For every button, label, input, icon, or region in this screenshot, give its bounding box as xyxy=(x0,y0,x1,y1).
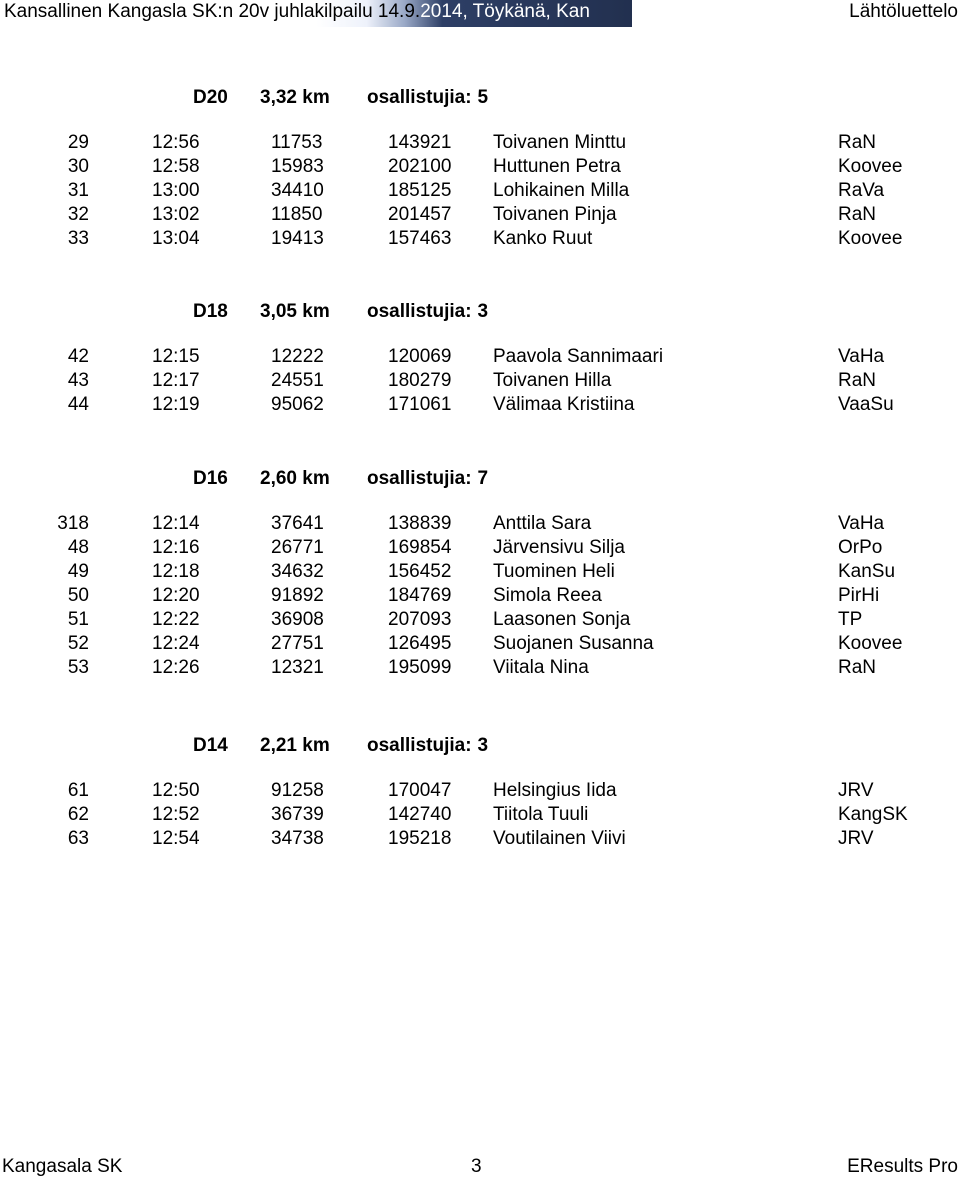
club-name: KanSu xyxy=(838,561,896,582)
competitor-list xyxy=(0,779,960,851)
competitor-name: Voutilainen Viivi xyxy=(493,828,626,849)
club-name: OrPo xyxy=(838,537,883,558)
participants-count: 3 xyxy=(477,735,489,756)
competitor-row xyxy=(0,345,960,369)
participants-summary xyxy=(367,86,488,110)
competitor-row xyxy=(0,803,960,827)
competitor-row xyxy=(0,584,960,608)
emit-number: 36739 xyxy=(271,804,324,825)
competitor-name: Toivanen Pinja xyxy=(493,204,617,225)
competitor-row xyxy=(0,560,960,584)
club-name: RaN xyxy=(838,657,877,678)
emit-number: 34632 xyxy=(271,561,324,582)
club-name: JRV xyxy=(838,780,874,801)
emit-number: 19413 xyxy=(271,228,324,249)
competitor-row xyxy=(0,632,960,656)
emit-number: 24551 xyxy=(271,370,324,391)
competitor-list xyxy=(0,512,960,680)
class-header xyxy=(0,734,960,758)
bib-number: 318 xyxy=(57,513,89,534)
footer-software: EResults Pro xyxy=(847,1156,958,1177)
bib-number: 32 xyxy=(67,204,89,225)
club-name: Koovee xyxy=(838,228,903,249)
competitor-row xyxy=(0,131,960,155)
class-name: D20 xyxy=(193,87,228,108)
club-name: Koovee xyxy=(838,633,903,654)
competitor-name: Toivanen Hilla xyxy=(493,370,612,391)
emit-number: 34738 xyxy=(271,828,324,849)
bib-number: 42 xyxy=(67,346,89,367)
bib-number: 33 xyxy=(67,228,89,249)
competitor-row xyxy=(0,227,960,251)
start-time: 13:02 xyxy=(152,204,200,225)
license-number: 142740 xyxy=(388,804,452,825)
emit-number: 36908 xyxy=(271,609,324,630)
start-time: 13:00 xyxy=(152,180,200,201)
club-name: VaHa xyxy=(838,513,885,534)
competitor-row xyxy=(0,179,960,203)
competitor-name: Toivanen Minttu xyxy=(493,132,627,153)
emit-number: 95062 xyxy=(271,394,324,415)
class-distance: 2,60 km xyxy=(260,468,330,489)
participants-summary xyxy=(367,300,488,324)
competitor-row xyxy=(0,203,960,227)
participants-count: 7 xyxy=(477,468,489,489)
competitor-name: Anttila Sara xyxy=(493,513,592,534)
license-number: 202100 xyxy=(388,156,452,177)
emit-number: 34410 xyxy=(271,180,324,201)
bib-number: 63 xyxy=(67,828,89,849)
license-number: 120069 xyxy=(388,346,452,367)
emit-number: 11850 xyxy=(271,204,323,225)
footer-organizer: Kangasala SK xyxy=(2,1156,123,1177)
participants-summary xyxy=(367,734,488,758)
club-name: KangSK xyxy=(838,804,908,825)
club-name: RaVa xyxy=(838,180,885,201)
license-number: 185125 xyxy=(388,180,452,201)
class-header xyxy=(0,86,960,110)
license-number: 169854 xyxy=(388,537,452,558)
participants-count: 5 xyxy=(477,87,489,108)
competitor-row xyxy=(0,369,960,393)
start-time: 12:20 xyxy=(152,585,200,606)
class-name: D16 xyxy=(193,468,228,489)
license-number: 138839 xyxy=(388,513,452,534)
competitor-name: Laasonen Sonja xyxy=(493,609,631,630)
bib-number: 29 xyxy=(67,132,89,153)
competitor-list xyxy=(0,131,960,251)
competitor-name: Viitala Nina xyxy=(493,657,589,678)
class-distance: 3,05 km xyxy=(260,301,330,322)
event-title-dark: 2014, Töykänä, Kan xyxy=(420,1,590,22)
class-distance: 3,32 km xyxy=(260,87,330,108)
competitor-name: Välimaa Kristiina xyxy=(493,394,635,415)
emit-number: 91258 xyxy=(271,780,324,801)
club-name: RaN xyxy=(838,132,877,153)
club-name: RaN xyxy=(838,370,877,391)
class-name: D18 xyxy=(193,301,228,322)
competitor-name: Lohikainen Milla xyxy=(493,180,630,201)
competitor-row xyxy=(0,656,960,680)
competitor-name: Suojanen Susanna xyxy=(493,633,654,654)
start-time: 13:04 xyxy=(152,228,200,249)
bib-number: 53 xyxy=(67,657,89,678)
license-number: 126495 xyxy=(388,633,452,654)
license-number: 171061 xyxy=(388,394,452,415)
license-number: 184769 xyxy=(388,585,452,606)
emit-number: 15983 xyxy=(271,156,324,177)
bib-number: 62 xyxy=(67,804,89,825)
class-name: D14 xyxy=(193,735,228,756)
competitor-name: Kanko Ruut xyxy=(493,228,593,249)
start-time: 12:18 xyxy=(152,561,200,582)
participants-summary xyxy=(367,467,488,491)
bib-number: 51 xyxy=(67,609,89,630)
license-number: 195099 xyxy=(388,657,452,678)
emit-number: 11753 xyxy=(271,132,323,153)
start-time: 12:24 xyxy=(152,633,200,654)
competitor-name: Helsingius Iida xyxy=(493,780,617,801)
license-number: 156452 xyxy=(388,561,452,582)
competitor-row xyxy=(0,608,960,632)
competitor-row xyxy=(0,779,960,803)
class-header xyxy=(0,467,960,491)
license-number: 143921 xyxy=(388,132,452,153)
participants-label: osallistujia: xyxy=(367,87,472,108)
competitor-row xyxy=(0,393,960,417)
class-header xyxy=(0,300,960,324)
bib-number: 49 xyxy=(67,561,89,582)
emit-number: 12321 xyxy=(271,657,324,678)
participants-label: osallistujia: xyxy=(367,735,472,756)
bib-number: 61 xyxy=(67,780,89,801)
competitor-list xyxy=(0,345,960,417)
event-title-light: Kansallinen Kangasla SK:n 20v juhlakilpailu 14.9. xyxy=(4,1,421,22)
club-name: RaN xyxy=(838,204,877,225)
emit-number: 37641 xyxy=(271,513,324,534)
page-header xyxy=(0,0,960,28)
club-name: Koovee xyxy=(838,156,903,177)
start-time: 12:54 xyxy=(152,828,200,849)
start-time: 12:50 xyxy=(152,780,200,801)
start-time: 12:15 xyxy=(152,346,200,367)
bib-number: 31 xyxy=(67,180,89,201)
club-name: VaaSu xyxy=(838,394,894,415)
start-time: 12:14 xyxy=(152,513,200,534)
page-footer xyxy=(0,1155,960,1181)
participants-label: osallistujia: xyxy=(367,468,472,489)
competitor-name: Huttunen Petra xyxy=(493,156,621,177)
start-time: 12:52 xyxy=(152,804,200,825)
participants-label: osallistujia: xyxy=(367,301,472,322)
license-number: 180279 xyxy=(388,370,452,391)
bib-number: 43 xyxy=(67,370,89,391)
start-time: 12:19 xyxy=(152,394,200,415)
emit-number: 27751 xyxy=(271,633,324,654)
event-title xyxy=(4,0,590,24)
competitor-name: Tiitola Tuuli xyxy=(493,804,589,825)
start-time: 12:16 xyxy=(152,537,200,558)
competitor-name: Järvensivu Silja xyxy=(493,537,625,558)
competitor-name: Simola Reea xyxy=(493,585,602,606)
class-distance: 2,21 km xyxy=(260,735,330,756)
competitor-row xyxy=(0,512,960,536)
emit-number: 12222 xyxy=(271,346,324,367)
start-time: 12:22 xyxy=(152,609,200,630)
competitor-row xyxy=(0,536,960,560)
license-number: 157463 xyxy=(388,228,452,249)
footer-page-number: 3 xyxy=(471,1156,482,1177)
license-number: 195218 xyxy=(388,828,452,849)
start-time: 12:17 xyxy=(152,370,200,391)
bib-number: 44 xyxy=(67,394,89,415)
competitor-row xyxy=(0,827,960,851)
club-name: TP xyxy=(838,609,863,630)
club-name: VaHa xyxy=(838,346,885,367)
license-number: 170047 xyxy=(388,780,452,801)
competitor-row xyxy=(0,155,960,179)
start-time: 12:58 xyxy=(152,156,200,177)
bib-number: 52 xyxy=(67,633,89,654)
competitor-name: Paavola Sannimaari xyxy=(493,346,664,367)
emit-number: 91892 xyxy=(271,585,324,606)
club-name: JRV xyxy=(838,828,874,849)
bib-number: 48 xyxy=(67,537,89,558)
bib-number: 50 xyxy=(67,585,89,606)
emit-number: 26771 xyxy=(271,537,324,558)
license-number: 207093 xyxy=(388,609,452,630)
competitor-name: Tuominen Heli xyxy=(493,561,615,582)
license-number: 201457 xyxy=(388,204,452,225)
bib-number: 30 xyxy=(67,156,89,177)
club-name: PirHi xyxy=(838,585,880,606)
start-time: 12:56 xyxy=(152,132,200,153)
participants-count: 3 xyxy=(477,301,489,322)
document-type: Lähtöluettelo xyxy=(849,1,958,22)
start-time: 12:26 xyxy=(152,657,200,678)
